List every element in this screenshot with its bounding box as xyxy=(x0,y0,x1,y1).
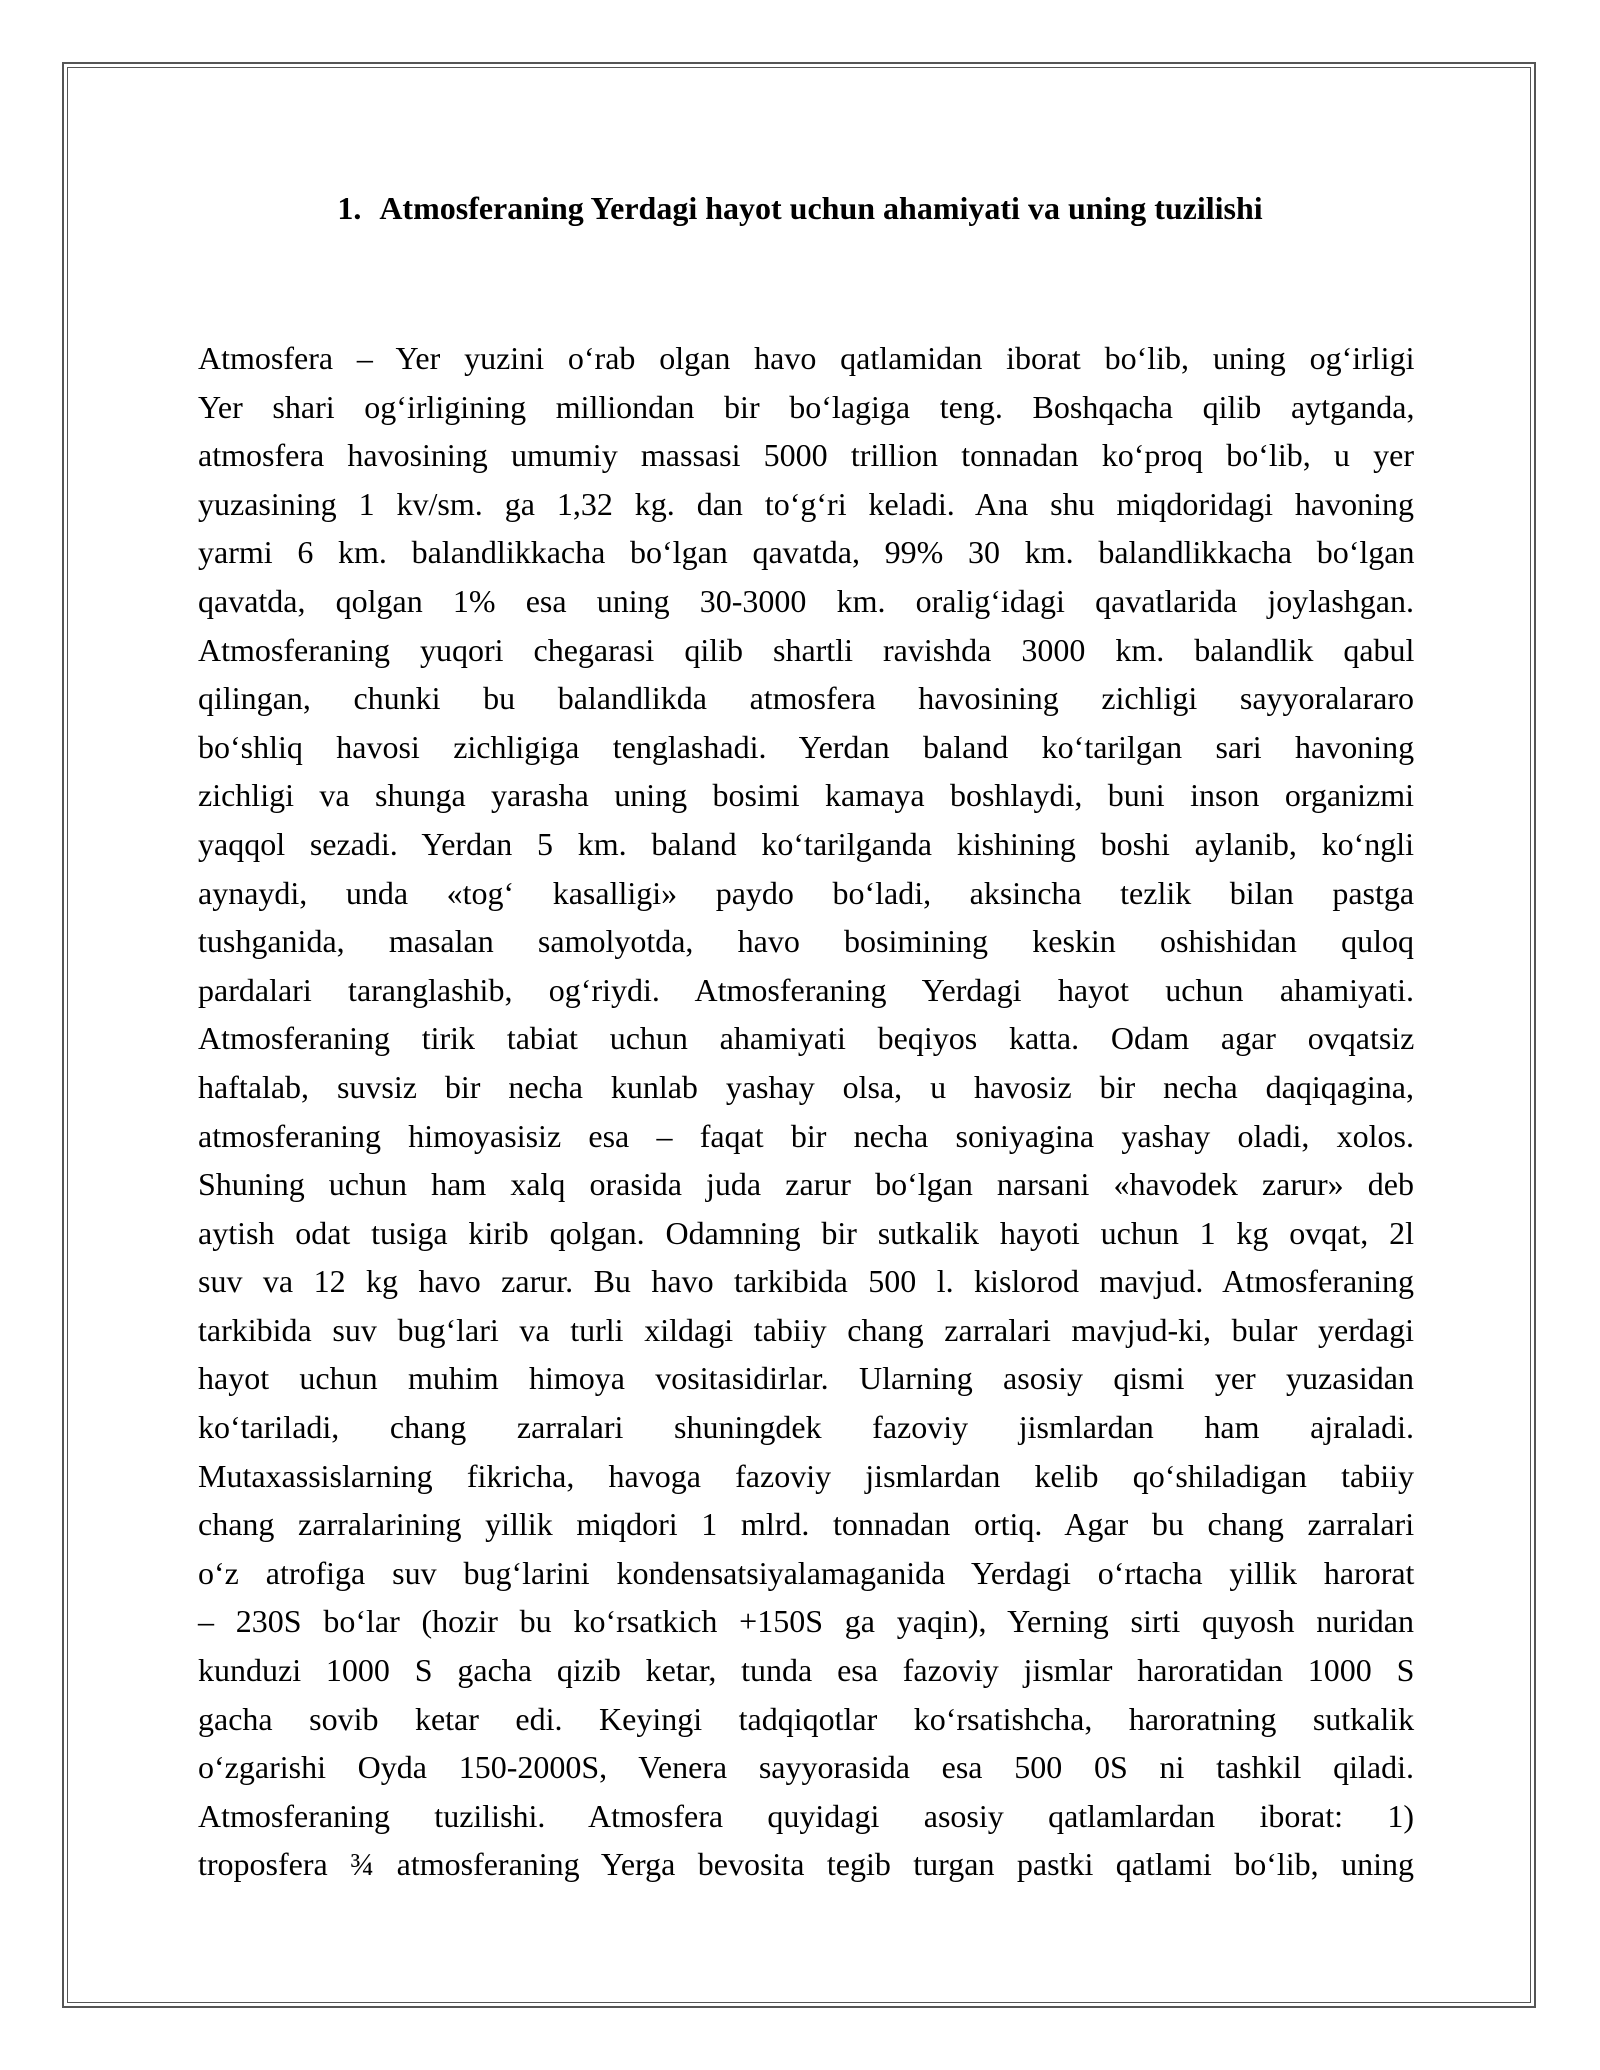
paragraph-line: atmosfera havosining umumiy massasi 5000 trillion tonnadan ko‘proq bo‘lib, u yer xyxy=(198,437,1414,474)
paragraph-line: gacha sovib ketar edi. Keyingi tadqiqotlar ko‘rsatishcha, haroratning sutkalik xyxy=(198,1700,1415,1737)
paragraph-line: qavatda, qolgan 1% esa uning 30-3000 km. oralig‘idagi qavatlarida joylashgan. xyxy=(198,582,1414,619)
paragraph-line: troposfera ¾ atmosferaning Yerga bevosita tegib turgan pastki qatlami bo‘lib, uning xyxy=(198,1846,1414,1883)
paragraph-line: chang zarralarining yillik miqdori 1 mlrd. tonnadan ortiq. Agar bu chang zarralari xyxy=(198,1506,1415,1543)
paragraph-line: Atmosferaning tuzilishi. Atmosfera quyidagi asosiy qatlamlardan iborat: 1) xyxy=(198,1797,1414,1834)
paragraph-line: Atmosferaning tirik tabiat uchun ahamiyati beqiyos katta. Odam agar ovqatsiz xyxy=(198,1020,1415,1057)
paragraph-line: aynaydi, unda «tog‘ kasalligi» paydo bo‘ladi, aksincha tezlik bilan pastga xyxy=(198,874,1415,911)
paragraph-line: – 230S bo‘lar (hozir bu ko‘rsatkich +150S ga yaqin), Yerning sirti quyosh nuridan xyxy=(198,1603,1414,1640)
paragraph-line: o‘z atrofiga suv bug‘larini kondensatsiyalamaganida Yerdagi o‘rtacha yillik harorat xyxy=(198,1554,1415,1591)
paragraph-line: yuzasining 1 kv/sm. ga 1,32 kg. dan to‘g‘ri keladi. Ana shu miqdoridagi havoning xyxy=(198,485,1414,522)
paragraph-line: tushganida, masalan samolyotda, havo bosimining keskin oshishidan quloq xyxy=(198,923,1414,960)
paragraph-line: suv va 12 kg havo zarur. Bu havo tarkibida 500 l. kislorod mavjud. Atmosferaning xyxy=(198,1263,1415,1300)
paragraph-line: zichligi va shunga yarasha uning bosimi kamaya boshlaydi, buni inson organizmi xyxy=(198,777,1414,814)
paragraph-line: Yer shari og‘irligining milliondan bir bo‘lagiga teng. Boshqacha qilib aytganda, xyxy=(198,388,1415,425)
section-heading xyxy=(0,190,1600,227)
paragraph-line: pardalari taranglashib, og‘riydi. Atmosferaning Yerdagi hayot uchun ahamiyati. xyxy=(198,971,1414,1008)
paragraph-line: Atmosferaning yuqori chegarasi qilib shartli ravishda 3000 km. balandlik qabul xyxy=(198,631,1415,668)
paragraph-line: Shuning uchun ham xalq orasida juda zarur bo‘lgan narsani «havodek zarur» deb xyxy=(198,1166,1414,1203)
paragraph-line: haftalab, suvsiz bir necha kunlab yashay olsa, u havosiz bir necha daqiqagina, xyxy=(198,1068,1414,1105)
section-number: 1. xyxy=(337,190,362,226)
paragraph-line: atmosferaning himoyasisiz esa – faqat bir necha soniyagina yashay oladi, xolos. xyxy=(198,1117,1414,1154)
paragraph-line: qilingan, chunki bu balandlikda atmosfera havosining zichligi sayyoralararo xyxy=(198,680,1414,717)
paragraph-line: Atmosfera – Yer yuzini o‘rab olgan havo qatlamidan iborat bo‘lib, uning og‘irligi xyxy=(198,340,1415,376)
body-paragraph xyxy=(198,334,1414,1889)
paragraph-line: Mutaxassislarning fikricha, havoga fazoviy jismlardan kelib qo‘shiladigan tabiiy xyxy=(198,1457,1414,1494)
paragraph-line: kunduzi 1000 S gacha qizib ketar, tunda esa fazoviy jismlar haroratidan 1000 S xyxy=(198,1652,1415,1689)
paragraph-line: o‘zgarishi Oyda 150-2000S, Venera sayyorasida esa 500 0S ni tashkil qiladi. xyxy=(198,1749,1414,1786)
paragraph-line: ko‘tariladi, chang zarralari shuningdek fazoviy jismlardan ham ajraladi. xyxy=(198,1409,1414,1446)
paragraph-line: yarmi 6 km. balandlikkacha bo‘lgan qavatda, 99% 30 km. balandlikkacha bo‘lgan xyxy=(198,534,1415,571)
section-title: Atmosferaning Yerdagi hayot uchun ahamiyati va uning tuzilishi xyxy=(379,190,1263,226)
paragraph-line: yaqqol sezadi. Yerdan 5 km. baland ko‘tarilganda kishining boshi aylanib, ko‘ngli xyxy=(198,825,1414,862)
paragraph-line: tarkibida suv bug‘lari va turli xildagi tabiiy chang zarralari mavjud-ki, bular yerdagi xyxy=(198,1311,1414,1348)
paragraph-line: aytish odat tusiga kirib qolgan. Odamning bir sutkalik hayoti uchun 1 kg ovqat, 2l xyxy=(198,1214,1414,1251)
paragraph-line: hayot uchun muhim himoya vositasidirlar. Ularning asosiy qismi yer yuzasidan xyxy=(198,1360,1414,1397)
paragraph-line: bo‘shliq havosi zichligiga tenglashadi. Yerdan baland ko‘tarilgan sari havoning xyxy=(198,728,1415,765)
